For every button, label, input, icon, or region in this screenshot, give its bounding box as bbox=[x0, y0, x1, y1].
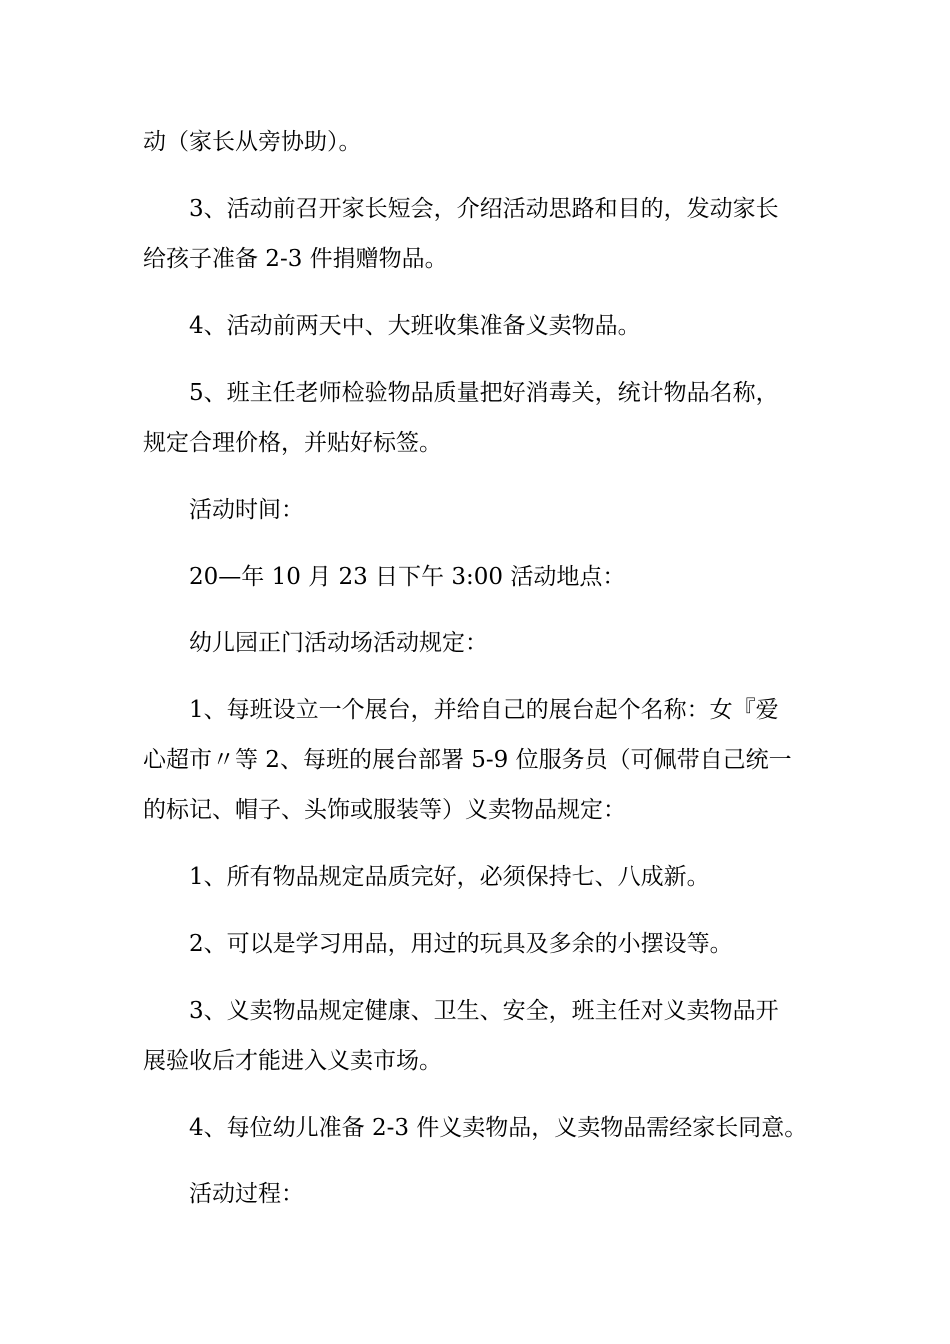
heading-activity-process bbox=[143, 1169, 815, 1219]
text-line: 5、班主任老师检验物品质量把好消毒关，统计物品名称， bbox=[189, 380, 779, 406]
text-line: 幼儿园正门活动场活动规定： bbox=[189, 630, 488, 656]
text-line: 规定合理价格，并贴好标签。 bbox=[143, 430, 442, 456]
text-line: 的标记、帽子、头饰或服装等）义卖物品规定： bbox=[143, 797, 626, 823]
heading-activity-time bbox=[143, 485, 815, 535]
text-line: 1、所有物品规定品质完好，必须保持七、八成新。 bbox=[189, 864, 710, 890]
paragraph-item-5-inspect-items bbox=[143, 368, 815, 468]
paragraph-booth-rules bbox=[143, 685, 815, 835]
paragraph-item-4-collect-items bbox=[143, 301, 815, 351]
text-line: 1、每班设立一个展台，并给自己的展台起个名称：女『爱 bbox=[189, 697, 779, 723]
text-line: 3、活动前召开家长短会，介绍活动思路和目的，发动家长 bbox=[189, 196, 779, 222]
paragraph-item-3-parent-meeting bbox=[143, 184, 815, 284]
text-line: 活动时间： bbox=[189, 497, 304, 523]
text-line: 20—年 10 月 23 日下午 3:00 活动地点： bbox=[189, 564, 626, 590]
text-line: 4、每位幼儿准备 2-3 件义卖物品，义卖物品需经家长同意。 bbox=[189, 1115, 808, 1141]
text-line: 4、活动前两天中、大班收集准备义卖物品。 bbox=[189, 313, 641, 339]
paragraph-place-rules bbox=[143, 618, 815, 668]
paragraph-rule-4-quantity bbox=[143, 1103, 815, 1153]
text-line: 2、可以是学习用品，用过的玩具及多余的小摆设等。 bbox=[189, 931, 733, 957]
paragraph-rule-2-item-types bbox=[143, 919, 815, 969]
text-line: 动（家长从旁协助）。 bbox=[143, 129, 362, 155]
paragraph-continuation bbox=[143, 117, 815, 167]
text-line: 活动过程： bbox=[189, 1181, 304, 1207]
text-line: 3、义卖物品规定健康、卫生、安全，班主任对义卖物品开 bbox=[189, 998, 779, 1024]
paragraph-rule-1-quality bbox=[143, 852, 815, 902]
text-line: 心超市〃等 2、每班的展台部署 5-9 位服务员（可佩带自己统一 bbox=[143, 747, 792, 773]
text-line: 给孩子准备 2-3 件捐赠物品。 bbox=[143, 246, 448, 272]
text-line: 展验收后才能进入义卖市场。 bbox=[143, 1048, 442, 1074]
paragraph-rule-3-safety bbox=[143, 986, 815, 1086]
paragraph-time-and-place bbox=[143, 552, 815, 602]
